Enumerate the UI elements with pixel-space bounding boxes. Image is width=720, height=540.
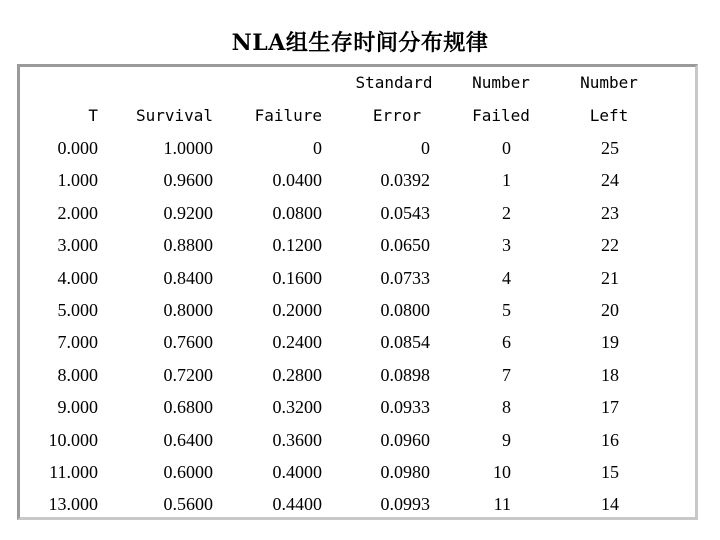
cell-number-left: 25 xyxy=(601,138,619,158)
cell-t: 8.000 xyxy=(57,364,98,385)
cell-number-failed: 6 xyxy=(502,332,511,353)
cell-t: 2.000 xyxy=(57,202,98,223)
cell-number-failed: 2 xyxy=(502,202,511,223)
cell-number-left: 24 xyxy=(601,170,619,191)
cell-survival: 0.9200 xyxy=(163,202,213,223)
cell-number-left: 17 xyxy=(601,397,619,418)
cell-failure: 0.1200 xyxy=(272,235,322,256)
cell-number-left: 15 xyxy=(601,462,619,482)
cell-t: 9.000 xyxy=(57,397,98,418)
header-failure: Failure xyxy=(254,106,322,125)
cell-failure: 0.3200 xyxy=(272,397,322,418)
cell-std-error: 0.0980 xyxy=(380,462,430,482)
cell-number-failed: 10 xyxy=(493,462,511,482)
cell-number-failed: 3 xyxy=(502,235,511,256)
page-title: NLA组生存时间分布规律 xyxy=(231,30,489,56)
cell-std-error: 0.0543 xyxy=(380,202,430,223)
header-error: Error xyxy=(372,106,422,125)
cell-number-failed: 0 xyxy=(502,138,511,158)
cell-failure: 0.2400 xyxy=(272,332,322,353)
cell-number-failed: 4 xyxy=(502,267,511,288)
cell-t: 3.000 xyxy=(57,235,98,256)
cell-survival: 0.8400 xyxy=(163,267,213,288)
cell-number-left: 14 xyxy=(601,494,619,515)
header-number-failed-top: Number xyxy=(472,73,530,92)
header-t: T xyxy=(88,106,98,125)
cell-number-left: 16 xyxy=(601,429,619,450)
cell-survival: 0.5600 xyxy=(163,494,213,515)
cell-t: 10.000 xyxy=(48,429,98,450)
header-standard: Standard xyxy=(355,73,433,92)
cell-number-failed: 1 xyxy=(502,170,511,191)
cell-t: 4.000 xyxy=(57,267,98,288)
header-survival: Survival xyxy=(135,106,213,125)
cell-failure: 0.4000 xyxy=(272,462,322,482)
cell-number-failed: 7 xyxy=(502,364,511,385)
cell-survival: 0.6800 xyxy=(163,397,213,418)
cell-number-left: 19 xyxy=(601,332,619,353)
header-failed: Failed xyxy=(472,106,530,125)
cell-std-error: 0.0993 xyxy=(380,494,430,515)
cell-number-failed: 5 xyxy=(502,300,511,320)
cell-std-error: 0.0898 xyxy=(380,364,430,385)
cell-t: 13.000 xyxy=(48,494,98,515)
cell-failure: 0.1600 xyxy=(272,267,322,288)
cell-std-error: 0.0933 xyxy=(380,397,430,418)
cell-std-error: 0.0800 xyxy=(380,300,430,320)
header-number-left-top: Number xyxy=(580,73,638,92)
cell-survival: 0.7200 xyxy=(163,364,213,385)
cell-t: 11.000 xyxy=(49,462,98,482)
cell-failure: 0.0400 xyxy=(272,170,322,191)
cell-number-left: 18 xyxy=(601,364,619,385)
cell-t: 0.000 xyxy=(57,138,98,158)
cell-failure: 0 xyxy=(313,138,322,158)
survival-table-frame xyxy=(17,64,698,520)
cell-failure: 0.3600 xyxy=(272,429,322,450)
cell-number-left: 20 xyxy=(601,300,619,320)
cell-survival: 0.8000 xyxy=(163,300,213,320)
cell-t: 5.000 xyxy=(57,300,98,320)
cell-survival: 0.6000 xyxy=(163,462,213,482)
cell-std-error: 0.0960 xyxy=(380,429,430,450)
cell-failure: 0.0800 xyxy=(272,202,322,223)
header-left: Left xyxy=(589,106,629,125)
cell-number-left: 23 xyxy=(601,202,619,223)
cell-std-error: 0.0733 xyxy=(380,267,430,288)
cell-std-error: 0 xyxy=(421,138,430,158)
cell-std-error: 0.0392 xyxy=(380,170,430,191)
cell-failure: 0.4400 xyxy=(272,494,322,515)
cell-survival: 1.0000 xyxy=(163,138,213,158)
cell-number-failed: 8 xyxy=(502,397,511,418)
cell-failure: 0.2800 xyxy=(272,364,322,385)
cell-number-left: 22 xyxy=(601,235,619,256)
cell-survival: 0.7600 xyxy=(163,332,213,353)
cell-number-failed: 11 xyxy=(493,494,511,515)
cell-number-failed: 9 xyxy=(502,429,511,450)
cell-t: 1.000 xyxy=(57,170,98,191)
cell-std-error: 0.0854 xyxy=(380,332,430,353)
cell-number-left: 21 xyxy=(601,267,619,288)
cell-failure: 0.2000 xyxy=(272,300,322,320)
cell-survival: 0.9600 xyxy=(163,170,213,191)
cell-survival: 0.8800 xyxy=(163,235,213,256)
cell-survival: 0.6400 xyxy=(163,429,213,450)
cell-std-error: 0.0650 xyxy=(380,235,430,256)
cell-t: 7.000 xyxy=(57,332,98,353)
